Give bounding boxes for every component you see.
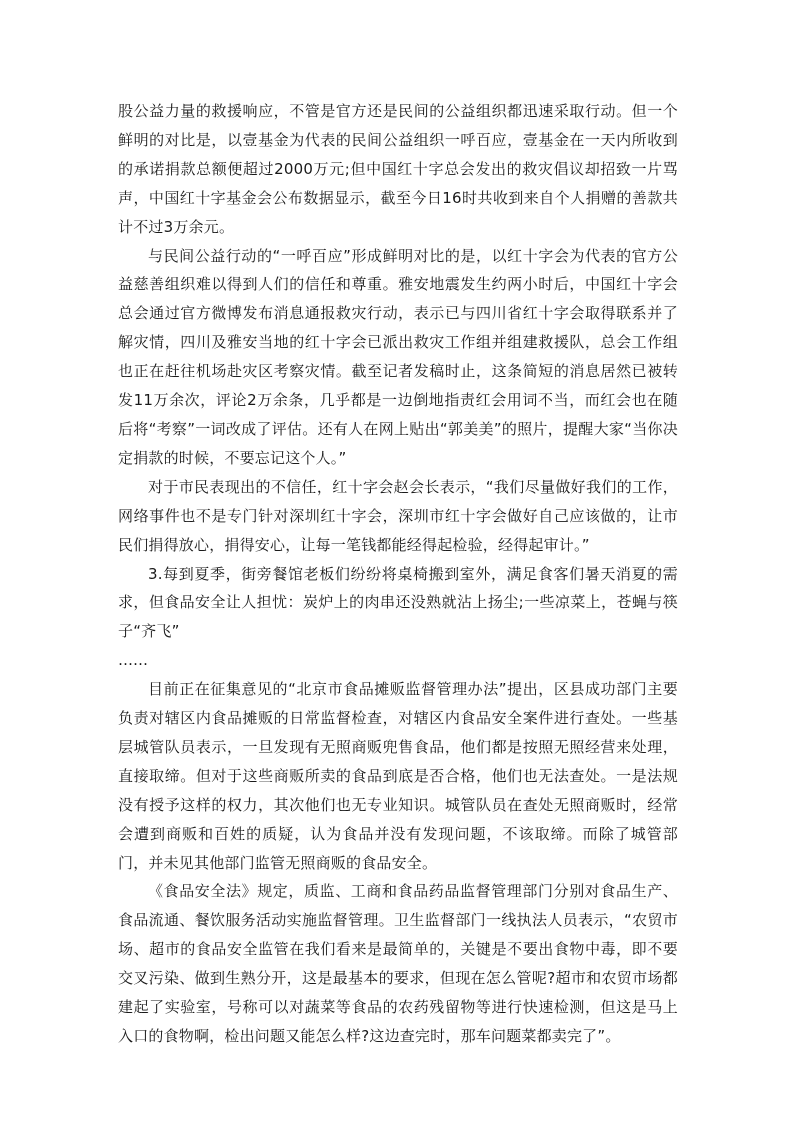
paragraph-3: 对于市民表现出的不信任，红十字会赵会长表示，“我们尽量做好我们的工作，网络事件也不是专门针对深圳红十字会，深圳市红十字会做好自己应该做的，让市民们捐得放心，捐得安心，让每一笔钱都能经得起检验，经得起审计。” (118, 477, 678, 554)
paragraph-6: 《食品安全法》规定，质监、工商和食品药品监督管理部门分别对食品生产、食品流通、餐饮服务活动实施监督管理。卫生监督部门一线执法人员表示，“农贸市场、超市的食品安全监管在我们看来是最简单的，关键是不要出食物中毒，即不要交叉污染、做到生熟分开，这是最基本的要求，但现在怎么管呢?超市和农贸市场都建起了实验室，号称可以对蔬菜等食品的农药残留物等进行快速检测，但这是马上入口的食物啊，检出问题又能怎么样?这边查完时，那车问题菜都卖完了”。 (118, 882, 678, 1045)
document-body (118, 97, 678, 1051)
ellipsis-line: …… (118, 651, 148, 670)
paragraph-5: 目前正在征集意见的“北京市食品摊贩监督管理办法”提出，区县成功部门主要负责对辖区内食品摊贩的日常监督检查，对辖区内食品安全案件进行查处。一些基层城管队员表示，一旦发现有无照商贩兜售食品，他们都是按照无照经营来处理，直接取缔。但对于这些商贩所卖的食品到底是否合格，他们也无法查处。一是法规没有授予这样的权力，其次他们也无专业知识。城管队员在查处无照商贩时，经常会遭到商贩和百姓的质疑，认为食品并没有发现问题，不该取缔。而除了城管部门，并未见其他部门监管无照商贩的食品安全。 (118, 680, 678, 872)
paragraph-1: 股公益力量的救援响应，不管是官方还是民间的公益组织都迅速采取行动。但一个鲜明的对比是，以壹基金为代表的民间公益组织一呼百应，壹基金在一天内所收到的承诺捐款总额便超过2000万元;但中国红十字总会发出的救灾倡议却招致一片骂声，中国红十字基金会公布数据显示，截至今日16时共收到来自个人捐赠的善款共计不过3万余元。 (118, 102, 678, 236)
paragraph-4: 3.每到夏季，街旁餐馆老板们纷纷将桌椅搬到室外，满足食客们暑天消夏的需求，但食品安全让人担忧：炭炉上的肉串还没熟就沾上扬尘;一些凉菜上，苍蝇与筷子“齐飞” (118, 564, 678, 641)
paragraph-2: 与民间公益行动的“一呼百应”形成鲜明对比的是，以红十字会为代表的官方公益慈善组织难以得到人们的信任和尊重。雅安地震发生约两小时后，中国红十字会总会通过官方微博发布消息通报救灾行动，表示已与四川省红十字会取得联系并了解灾情，四川及雅安当地的红十字会已派出救灾工作组并组建救援队，总会工作组也正在赶往机场赴灾区考察灾情。截至记者发稿时止，这条简短的消息居然已被转发11万余次，评论2万余条，几乎都是一边倒地指责红会用词不当，而红会也在随后将“考察”一词改成了评估。还有人在网上贴出“郭美美”的照片，提醒大家“当你决定捐款的时候，不要忘记这个人。” (118, 246, 678, 467)
